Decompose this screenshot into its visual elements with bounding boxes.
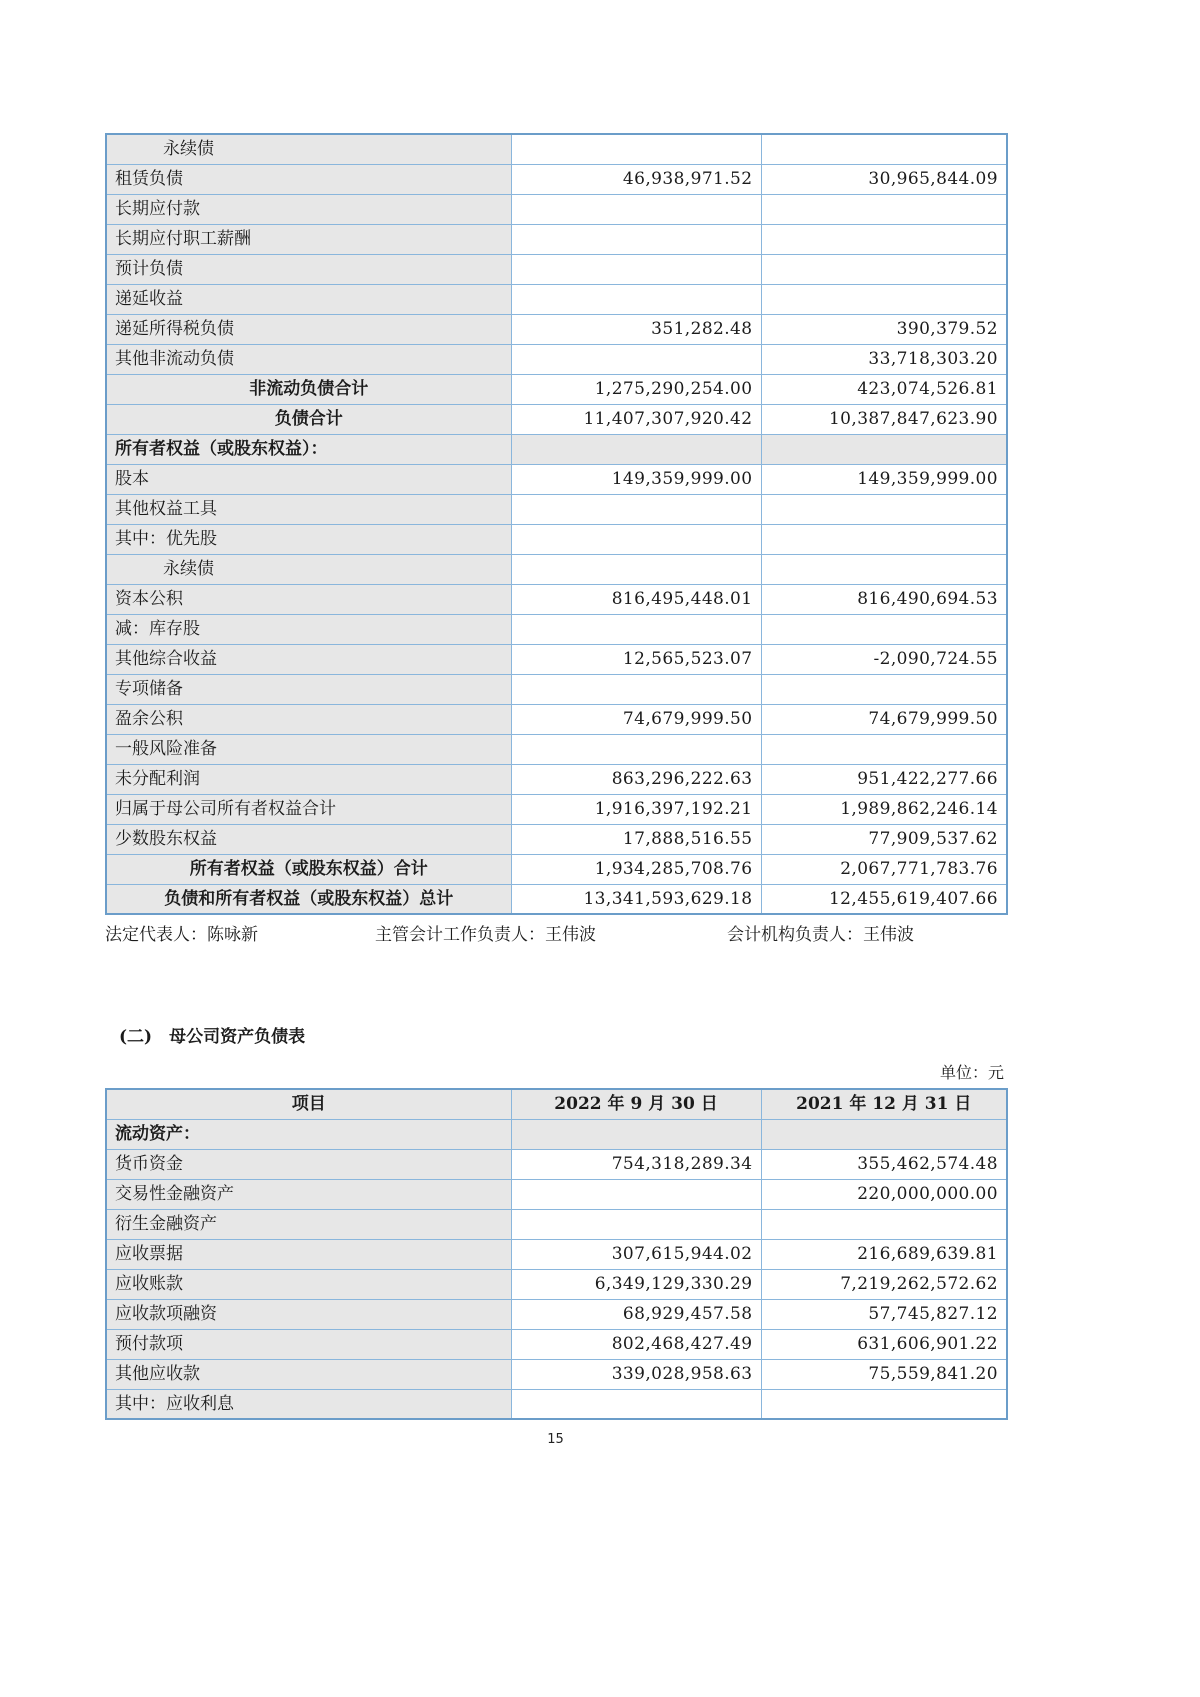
- header-row: [106, 1089, 1007, 1119]
- row-value-prior: [761, 554, 1007, 584]
- row-value-prior: [761, 614, 1007, 644]
- accounting-body-head-text: 会计机构负责人：王伟波: [727, 925, 914, 945]
- row-label: 盈余公积: [106, 704, 511, 734]
- row-label: 股本: [106, 464, 511, 494]
- row-label: 永续债: [106, 554, 511, 584]
- row-label: 流动资产：: [106, 1119, 511, 1149]
- row-label: 预付款项: [106, 1329, 511, 1359]
- table-row: [106, 524, 1007, 554]
- row-label: 应收账款: [106, 1269, 511, 1299]
- row-label: 递延所得税负债: [106, 314, 511, 344]
- table-row: [106, 1329, 1007, 1359]
- row-value-current: [511, 1389, 761, 1419]
- row-label: 少数股东权益: [106, 824, 511, 854]
- row-value-prior: -2,090,724.55: [761, 644, 1007, 674]
- row-label: 预计负债: [106, 254, 511, 284]
- row-value-current: [511, 284, 761, 314]
- table-row: [106, 284, 1007, 314]
- row-value-prior: 355,462,574.48: [761, 1149, 1007, 1179]
- row-value-current: 13,341,593,629.18: [511, 884, 761, 914]
- row-value-prior: [761, 1389, 1007, 1419]
- unit-label: 单位：元: [939, 1063, 1004, 1082]
- row-value-prior: 33,718,303.20: [761, 344, 1007, 374]
- column-header-prior-date: 2021 年 12 月 31 日: [761, 1089, 1007, 1119]
- row-value-prior: 816,490,694.53: [761, 584, 1007, 614]
- table-row: [106, 554, 1007, 584]
- row-value-prior: [761, 434, 1007, 464]
- table-row: [106, 824, 1007, 854]
- table-row: [106, 794, 1007, 824]
- row-label: 专项储备: [106, 674, 511, 704]
- row-value-current: 74,679,999.50: [511, 704, 761, 734]
- row-value-current: 802,468,427.49: [511, 1329, 761, 1359]
- row-value-current: [511, 734, 761, 764]
- table-row: [106, 614, 1007, 644]
- row-label: 其中：应收利息: [106, 1389, 511, 1419]
- row-label: 租赁负债: [106, 164, 511, 194]
- table-row: [106, 164, 1007, 194]
- row-value-current: 6,349,129,330.29: [511, 1269, 761, 1299]
- row-value-prior: 1,989,862,246.14: [761, 794, 1007, 824]
- row-value-prior: 2,067,771,783.76: [761, 854, 1007, 884]
- row-label: 应收款项融资: [106, 1299, 511, 1329]
- row-value-prior: [761, 734, 1007, 764]
- row-value-current: [511, 1119, 761, 1149]
- table-row: [106, 734, 1007, 764]
- row-value-prior: 12,455,619,407.66: [761, 884, 1007, 914]
- row-label: 交易性金融资产: [106, 1179, 511, 1209]
- row-value-prior: 10,387,847,623.90: [761, 404, 1007, 434]
- table-row: [106, 134, 1007, 164]
- row-value-current: 11,407,307,920.42: [511, 404, 761, 434]
- row-label: 其他综合收益: [106, 644, 511, 674]
- table-row: [106, 644, 1007, 674]
- table-row: [106, 854, 1007, 884]
- table-row: [106, 704, 1007, 734]
- table-row: [106, 1389, 1007, 1419]
- row-value-prior: [761, 224, 1007, 254]
- row-label: 资本公积: [106, 584, 511, 614]
- row-value-prior: 75,559,841.20: [761, 1359, 1007, 1389]
- row-value-current: [511, 554, 761, 584]
- row-value-current: 46,938,971.52: [511, 164, 761, 194]
- row-value-current: 816,495,448.01: [511, 584, 761, 614]
- table-row: [106, 404, 1007, 434]
- row-value-current: [511, 194, 761, 224]
- row-label: 其他权益工具: [106, 494, 511, 524]
- row-label: 衍生金融资产: [106, 1209, 511, 1239]
- row-value-prior: [761, 1209, 1007, 1239]
- row-value-current: [511, 434, 761, 464]
- table-row: [106, 254, 1007, 284]
- row-value-prior: [761, 254, 1007, 284]
- table-row: [106, 884, 1007, 914]
- row-value-current: [511, 1209, 761, 1239]
- table-row: [106, 374, 1007, 404]
- table-row: [106, 494, 1007, 524]
- chief-accounting-officer-text: 主管会计工作负责人：王伟波: [375, 925, 596, 945]
- row-label: 应收票据: [106, 1239, 511, 1269]
- row-value-prior: 951,422,277.66: [761, 764, 1007, 794]
- row-label: 长期应付职工薪酬: [106, 224, 511, 254]
- consolidated-balance-sheet-table: [105, 133, 1008, 915]
- row-value-prior: 216,689,639.81: [761, 1239, 1007, 1269]
- table-row: [106, 434, 1007, 464]
- row-value-current: [511, 524, 761, 554]
- row-value-current: 1,916,397,192.21: [511, 794, 761, 824]
- row-value-prior: 77,909,537.62: [761, 824, 1007, 854]
- row-value-prior: [761, 674, 1007, 704]
- parent-balance-sheet-table: [105, 1088, 1008, 1420]
- row-value-prior: 57,745,827.12: [761, 1299, 1007, 1329]
- row-value-current: 754,318,289.34: [511, 1149, 761, 1179]
- page-number: 15: [547, 1432, 564, 1447]
- row-value-current: [511, 224, 761, 254]
- row-value-prior: 7,219,262,572.62: [761, 1269, 1007, 1299]
- consolidated-balance-sheet-body: [106, 134, 1007, 914]
- row-value-current: [511, 614, 761, 644]
- row-value-current: 863,296,222.63: [511, 764, 761, 794]
- row-value-current: [511, 1179, 761, 1209]
- row-value-current: 1,934,285,708.76: [511, 854, 761, 884]
- row-label: 归属于母公司所有者权益合计: [106, 794, 511, 824]
- table-row: [106, 464, 1007, 494]
- row-label: 非流动负债合计: [106, 374, 511, 404]
- table-row: [106, 224, 1007, 254]
- row-label: 减：库存股: [106, 614, 511, 644]
- row-value-current: 68,929,457.58: [511, 1299, 761, 1329]
- legal-representative-text: 法定代表人：陈咏新: [105, 925, 258, 945]
- row-value-current: 17,888,516.55: [511, 824, 761, 854]
- row-value-prior: [761, 194, 1007, 224]
- row-value-prior: [761, 284, 1007, 314]
- table-row: [106, 1269, 1007, 1299]
- table-row: [106, 584, 1007, 614]
- row-label: 货币资金: [106, 1149, 511, 1179]
- table-row: [106, 314, 1007, 344]
- row-value-prior: 74,679,999.50: [761, 704, 1007, 734]
- row-label: 其他非流动负债: [106, 344, 511, 374]
- row-value-current: [511, 254, 761, 284]
- table-row: [106, 764, 1007, 794]
- row-value-prior: 149,359,999.00: [761, 464, 1007, 494]
- row-value-current: 149,359,999.00: [511, 464, 761, 494]
- row-value-current: 339,028,958.63: [511, 1359, 761, 1389]
- table-row: [106, 1239, 1007, 1269]
- parent-balance-sheet-body: [106, 1119, 1007, 1419]
- row-value-current: 12,565,523.07: [511, 644, 761, 674]
- row-label: 一般风险准备: [106, 734, 511, 764]
- row-label: 永续债: [106, 134, 511, 164]
- row-label: 负债和所有者权益（或股东权益）总计: [106, 884, 511, 914]
- row-value-current: 307,615,944.02: [511, 1239, 761, 1269]
- table-row: [106, 674, 1007, 704]
- section-title: (二) 母公司资产负债表: [119, 1027, 306, 1047]
- table-row: [106, 1119, 1007, 1149]
- parent-balance-sheet-header: [106, 1089, 1007, 1119]
- row-value-current: [511, 674, 761, 704]
- row-label: 递延收益: [106, 284, 511, 314]
- row-value-prior: 631,606,901.22: [761, 1329, 1007, 1359]
- row-value-prior: [761, 494, 1007, 524]
- report-page: [105, 0, 1006, 1697]
- row-value-current: 1,275,290,254.00: [511, 374, 761, 404]
- signature-line: [105, 920, 1006, 946]
- row-label: 其中：优先股: [106, 524, 511, 554]
- table-row: [106, 194, 1007, 224]
- row-label: 未分配利润: [106, 764, 511, 794]
- row-value-prior: 390,379.52: [761, 314, 1007, 344]
- row-value-current: [511, 494, 761, 524]
- table-row: [106, 1149, 1007, 1179]
- row-label: 负债合计: [106, 404, 511, 434]
- row-value-prior: [761, 134, 1007, 164]
- table-row: [106, 1179, 1007, 1209]
- row-value-prior: [761, 1119, 1007, 1149]
- row-label: 长期应付款: [106, 194, 511, 224]
- row-label: 所有者权益（或股东权益）：: [106, 434, 511, 464]
- row-value-current: [511, 134, 761, 164]
- row-value-prior: 423,074,526.81: [761, 374, 1007, 404]
- row-label: 所有者权益（或股东权益）合计: [106, 854, 511, 884]
- table-row: [106, 344, 1007, 374]
- table-row: [106, 1359, 1007, 1389]
- row-value-prior: 30,965,844.09: [761, 164, 1007, 194]
- table-row: [106, 1209, 1007, 1239]
- row-value-prior: [761, 524, 1007, 554]
- table-row: [106, 1299, 1007, 1329]
- row-value-current: 351,282.48: [511, 314, 761, 344]
- column-header-current-date: 2022 年 9 月 30 日: [511, 1089, 761, 1119]
- row-value-prior: 220,000,000.00: [761, 1179, 1007, 1209]
- column-header-item: 项目: [106, 1089, 511, 1119]
- row-label: 其他应收款: [106, 1359, 511, 1389]
- row-value-current: [511, 344, 761, 374]
